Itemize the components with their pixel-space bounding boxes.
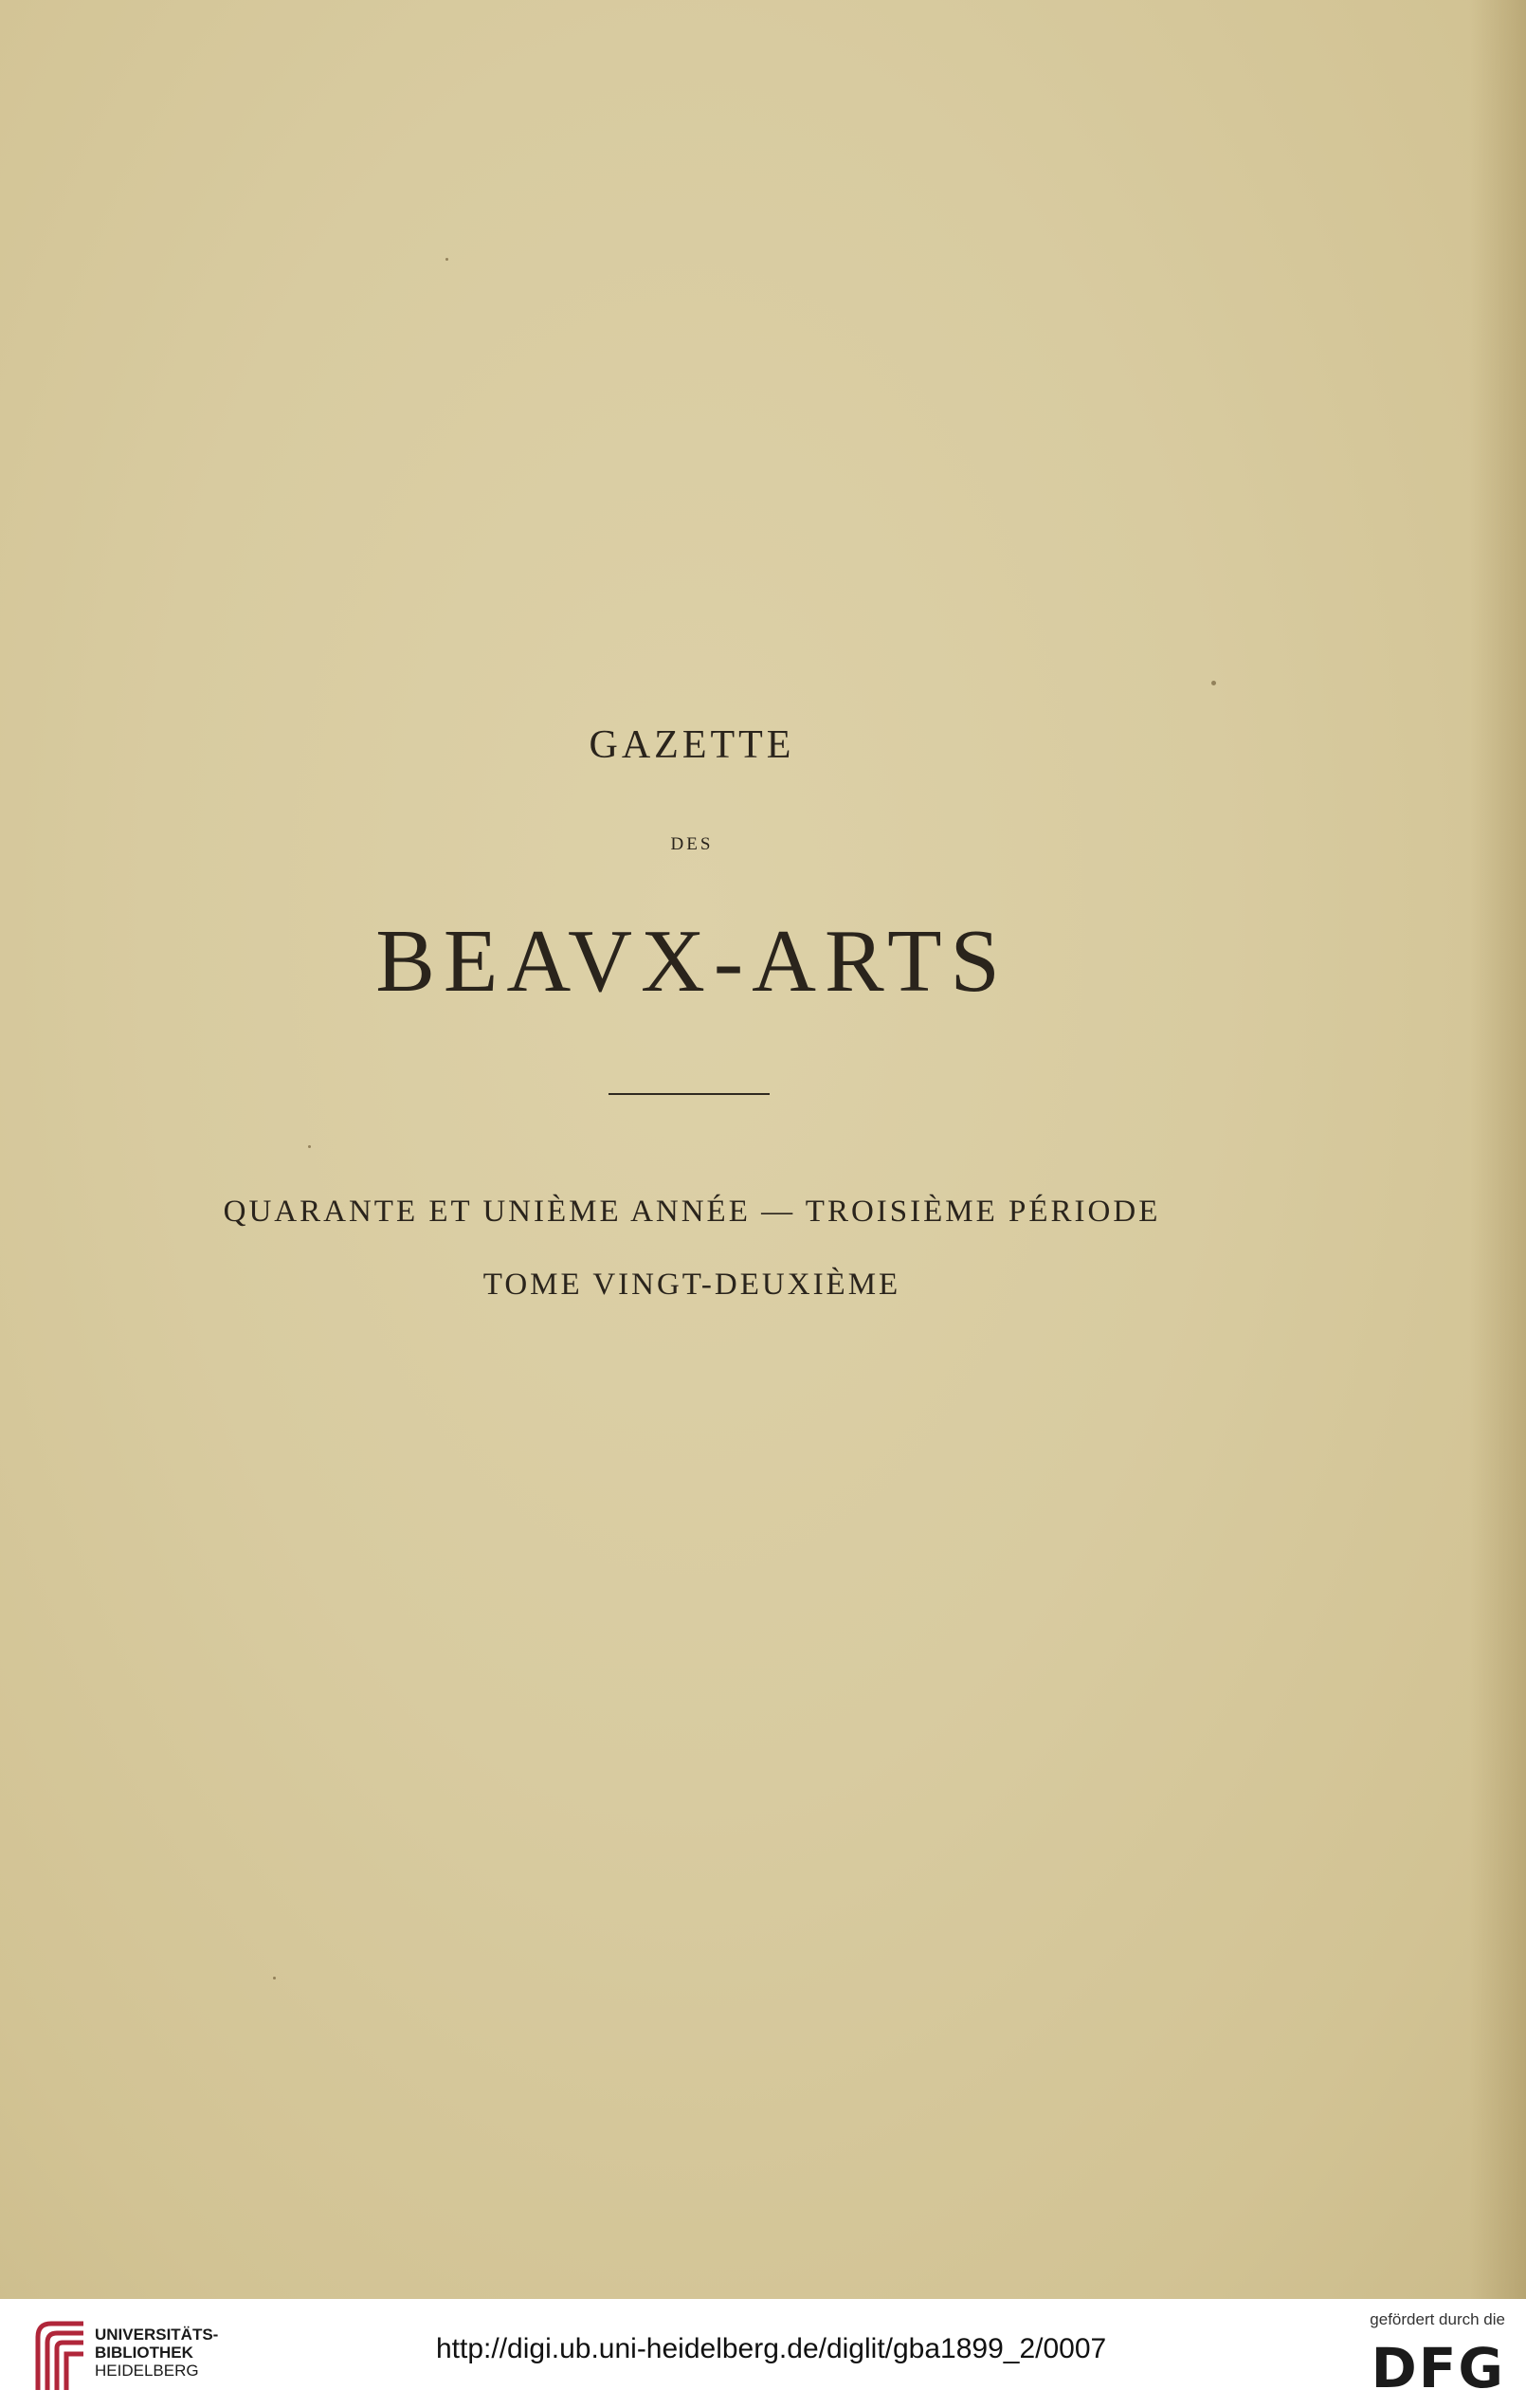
title-des: DES [670, 834, 714, 854]
subtitle-volume: TOME VINGT-DEUXIÈME [482, 1268, 901, 1302]
ink-speck [1211, 681, 1216, 685]
title-beaux-arts: BEAVX-ARTS [375, 912, 1008, 1011]
library-name-line-1: UNIVERSITÄTS- [95, 2326, 219, 2344]
ink-speck [445, 258, 448, 261]
university-library-logo-icon [30, 2316, 89, 2392]
ink-speck [308, 1145, 311, 1148]
dfg-logo: DFG [1371, 2336, 1505, 2400]
footer-bar [0, 2299, 1526, 2408]
paper-edge-shadow [1469, 0, 1526, 2299]
title-gazette: GAZETTE [589, 723, 795, 767]
ink-speck [273, 1977, 276, 1979]
library-name-line-3: HEIDELBERG [95, 2362, 199, 2380]
university-library-name [95, 2326, 218, 2380]
title-rule [609, 1093, 770, 1095]
funding-caption: gefördert durch die [1370, 2310, 1505, 2328]
permalink-url[interactable]: http://digi.ub.uni-heidelberg.de/diglit/gba1899_2/0007 [436, 2333, 1107, 2364]
library-name-line-2: BIBLIOTHEK [95, 2344, 193, 2362]
subtitle-year-period: QUARANTE ET UNIÈME ANNÉE — TROISIÈME PÉRIODE [223, 1195, 1161, 1229]
